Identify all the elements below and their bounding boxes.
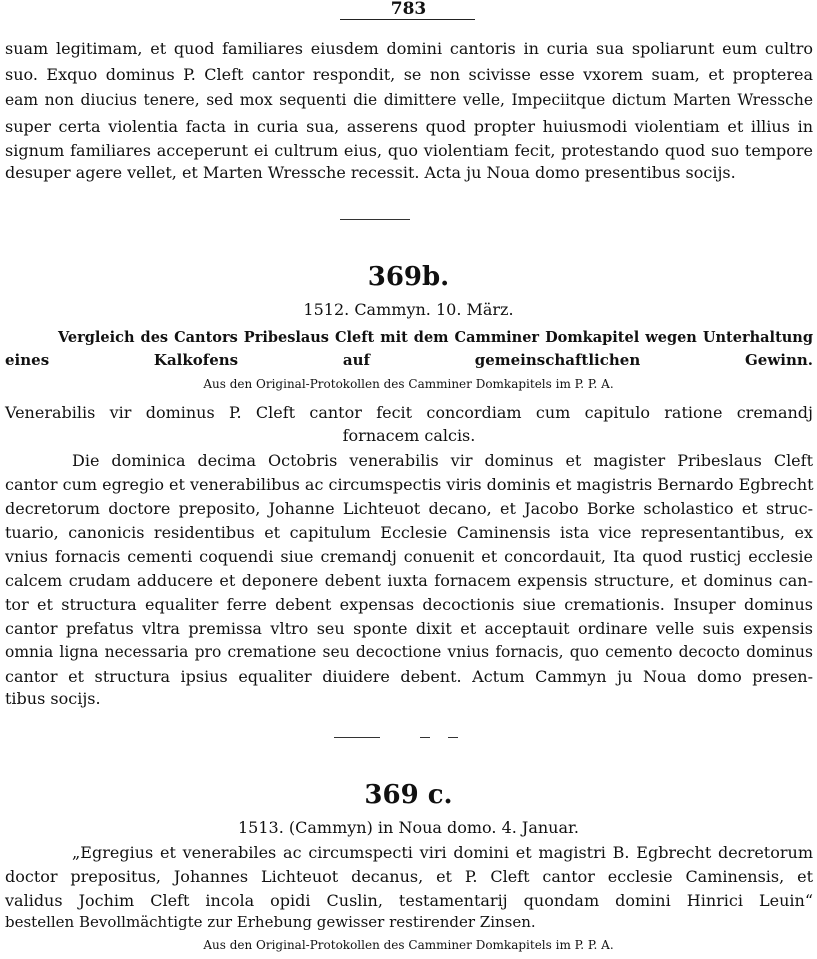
text-line: signum familiares acceperunt ei cultrum eius, quo violentiam fecit, protestando quod suo tempore — [5, 141, 813, 160]
body-line: cantor cum egregio et venerabilibus ac circumspectis viris dominis et magistris Bernardo Egbrecht — [5, 475, 814, 494]
regest-line: eines Kalkofens auf gemeinschaftlichen Gewinn. — [5, 351, 813, 369]
body-line: bestellen Bevollmächtigte zur Erhebung gewisser restirender Zinsen. — [5, 913, 536, 931]
body-line: „Egregius et venerabiles ac circumspecti viri domini et magistri B. Egbrecht decretorum — [72, 843, 813, 862]
section-heading: 369b. — [367, 262, 450, 292]
regest-line: Vergleich des Cantors Pribeslaus Cleft mit dem Camminer Domkapitel wegen Unterhaltung — [58, 329, 813, 346]
page-number-rule — [340, 19, 475, 20]
text-line: super certa violentia facta in curia sua, asserens quod propter huiusmodi violentiam et illius in — [5, 117, 813, 136]
summary-line: Venerabilis vir dominus P. Cleft cantor fecit concordiam cum capitulo ratione cremandj — [5, 403, 813, 422]
body-line: tibus socijs. — [5, 689, 101, 708]
summary-line: fornacem calcis. — [342, 426, 476, 445]
text-line: suam legitimam, et quod familiares eiusdem domini cantoris in curia sua spoliarunt eum cultro — [5, 39, 813, 58]
source-note: Aus den Original-Protokollen des Camminer Domkapitels im P. P. A. — [203, 938, 614, 952]
section-date: 1513. (Cammyn) in Noua domo. 4. Januar. — [238, 818, 579, 837]
text-line: eam non diucius tenere, sed mox sequenti die dimittere velle, Impeciitque dictum Marten Wressche — [5, 91, 813, 109]
body-line: cantor et structura ipsius equaliter diuidere debent. Actum Cammyn ju Noua domo presen- — [5, 667, 813, 686]
separator-rule — [334, 737, 380, 738]
separator-rule — [420, 737, 430, 738]
body-line: validus Jochim Cleft incola opidi Cuslin, testamentarij quondam domini Hinrici Leuin“ — [5, 891, 813, 910]
body-line: cantor prefatus vltra premissa vltro seu sponte dixit et acceptauit ordinare velle suis expensis — [5, 619, 813, 638]
body-line: Die dominica decima Octobris venerabilis vir dominus et magister Pribeslaus Cleft — [72, 451, 813, 470]
text-line: desuper agere vellet, et Marten Wressche recessit. Acta ju Noua domo presentibus socijs. — [5, 163, 736, 182]
body-line: tor et structura equaliter ferre debent expensas decoctionis siue cremationis. Insuper dominus — [5, 595, 813, 614]
text-line: suo. Exquo dominus P. Cleft cantor respondit, se non scivisse esse vxorem suam, et propterea — [5, 65, 813, 84]
body-line: tuario, canonicis residentibus et capitulum Ecclesie Caminensis ista vice representantibus, ex — [5, 523, 813, 542]
body-line: omnia ligna necessaria pro crematione seu decoctione vnius fornacis, quo cemento decocto dominus — [5, 643, 813, 661]
body-line: decretorum doctore preposito, Johanne Lichteuot decano, et Jacobo Borke scholastico et struc- — [5, 499, 813, 518]
separator-rule — [448, 737, 458, 738]
page-number: 783 — [390, 0, 427, 19]
body-line: calcem crudam adducere et deponere debent iuxta fornacem expensis structure, et dominus can- — [5, 571, 813, 590]
section-date: 1512. Cammyn. 10. März. — [303, 300, 514, 319]
section-heading: 369 c. — [364, 780, 453, 810]
body-line: doctor prepositus, Johannes Lichteuot decanus, et P. Cleft cantor ecclesie Caminensis, et — [5, 867, 813, 886]
source-note: Aus den Original-Protokollen des Camminer Domkapitels im P. P. A. — [203, 377, 614, 391]
body-line: vnius fornacis cementi coquendi siue cremandj conuenit et concordauit, Ita quod rusticj ecclesie — [5, 547, 813, 566]
separator-rule — [340, 219, 410, 220]
